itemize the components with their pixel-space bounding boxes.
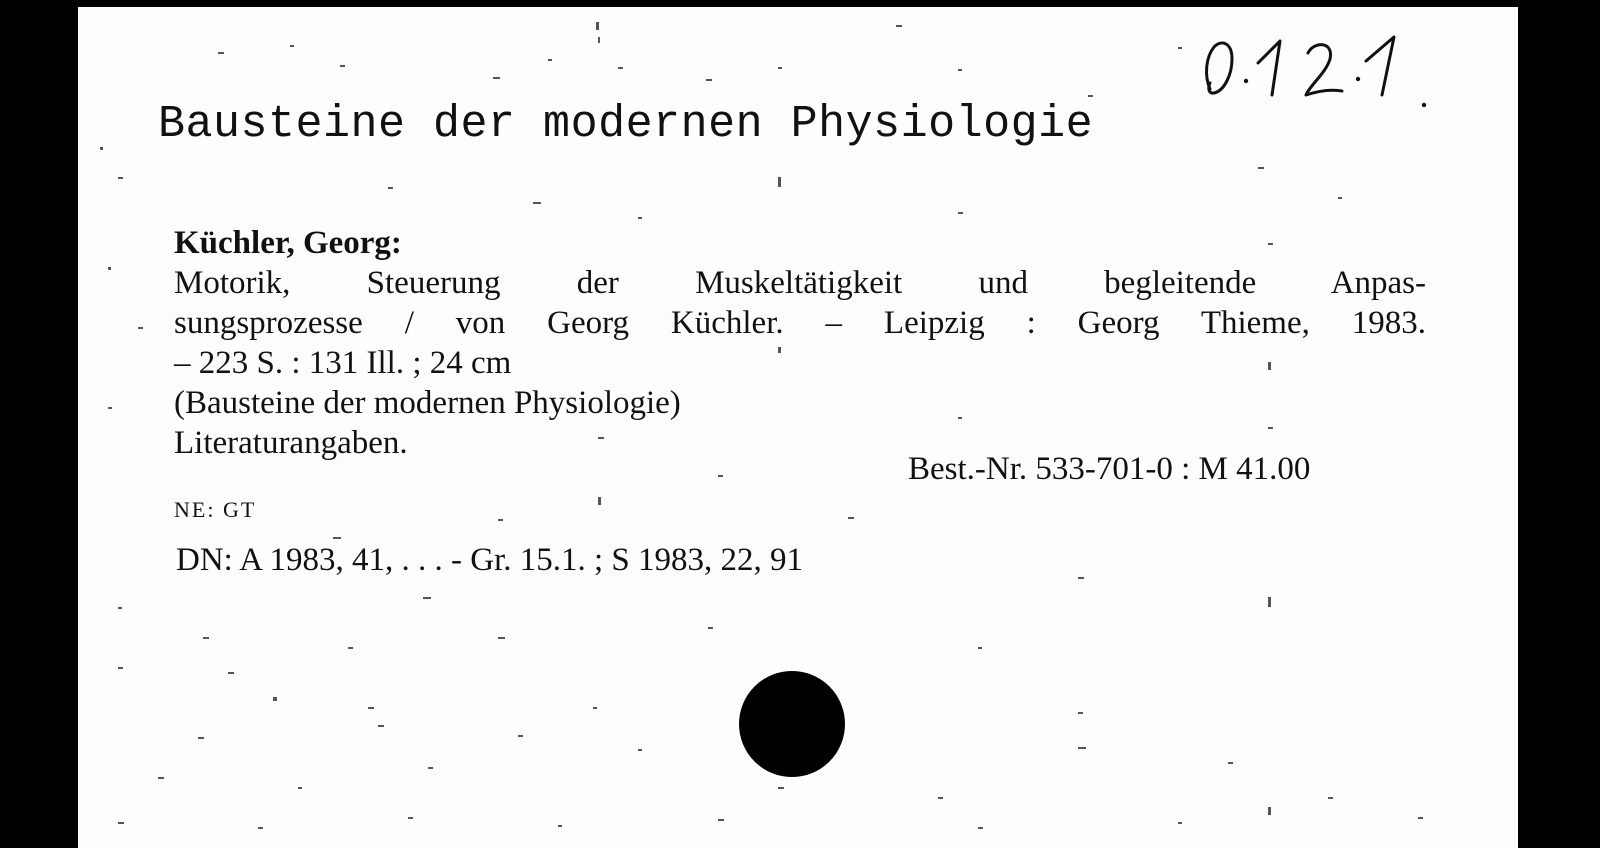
dn-reference: DN: A 1983, 41, . . . - Gr. 15.1. ; S 1983, 22, 91 — [176, 542, 804, 578]
series-heading: Bausteine der modernen Physiologie — [158, 99, 1094, 150]
bibliography-note: Literaturangaben. — [174, 425, 408, 461]
series-statement: (Bausteine der modernen Physiologie) — [174, 385, 681, 421]
handwritten-catalog-number — [1198, 17, 1438, 117]
order-number-price: Best.-Nr. 533-701-0 : M 41.00 — [908, 451, 1311, 487]
added-entry: NE: GT — [174, 497, 257, 522]
title-line-2: sungsprozesse / von Georg Küchler. – Leipzig : Georg Thieme, 1983. — [174, 305, 1426, 341]
catalog-card — [78, 7, 1518, 848]
catalog-entry — [174, 223, 1504, 463]
punch-hole — [739, 671, 845, 777]
author-heading: Küchler, Georg: — [174, 225, 402, 261]
title-line-1: Motorik, Steuerung der Muskeltätigkeit und begleitende Anpas- — [174, 265, 1426, 301]
physical-description: – 223 S. : 131 Ill. ; 24 cm — [174, 345, 512, 381]
